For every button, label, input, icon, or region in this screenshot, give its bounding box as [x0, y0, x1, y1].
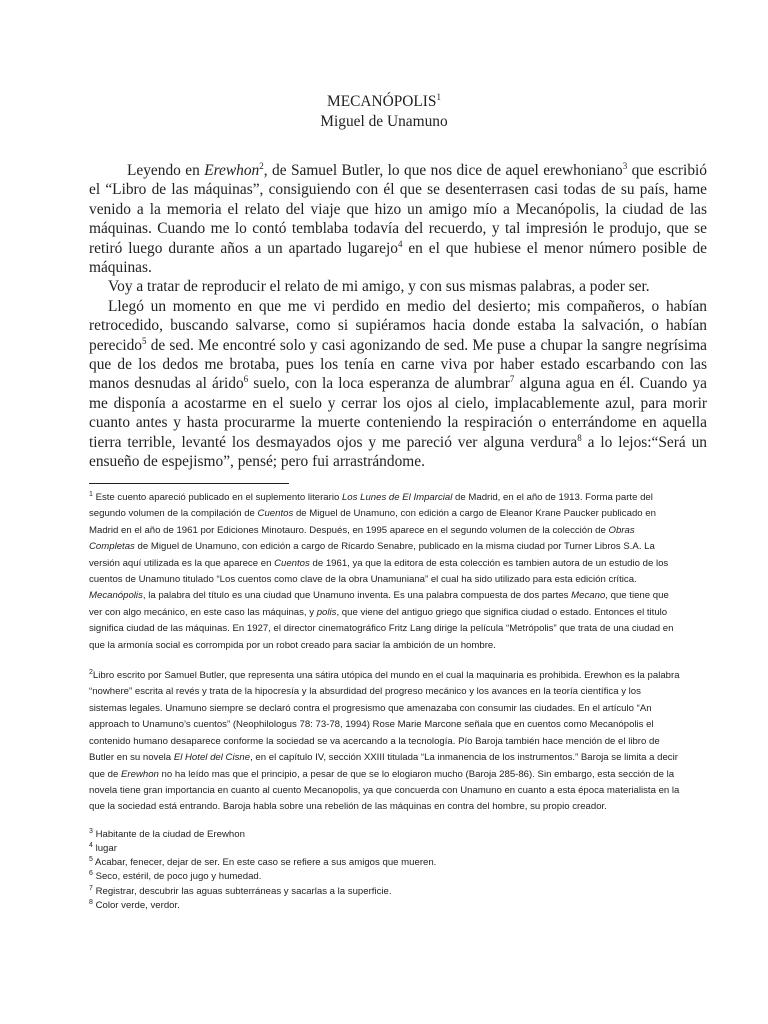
footnote-text: Registrar, descubrir las aguas subterráneas y sacarlas a la superficie.: [92, 885, 392, 897]
spacer: [89, 654, 681, 668]
footnote-number: 3: [89, 827, 93, 835]
text-run: , en el capítulo IV, sección XXIII titulada “La inmanencia de los instrumentos.” Baroja se limita a decir que de: [89, 752, 678, 780]
title-block: [0, 92, 768, 132]
italic-title: Erewhon: [121, 768, 159, 780]
footnote-ref[interactable]: 5: [141, 335, 147, 346]
text-run: de Madrid, en el año de 1913. Forma parte del segundo volumen de la compilación de: [89, 492, 653, 520]
text-run: alguna agua en él. Cuando ya me disponía a acostarme en el suelo y cerrar los ojos al cielo, implacablemente azul, para morir cuanto antes y hasta procurarme la muerte conteniendo la respiración o enterrándome en aquella tierra terrible, levanté los desmayados ojos y me pareció ver alguna verdura: [89, 375, 707, 451]
text-run: no ha leído mas que el principio, a pesar de que se lo elogiaron mucho (Baroja 285-86). Sin embargo, esta sección de la novela tiene gran importancia en cuanto al cuento Mecanopolis, ya que concuerda con Unamuno en cuanto a esta época materialista en la que la sociedad está entrando. Baroja habla sobre una rebelión de las máquinas en contra del hombre, su propio creador.: [89, 768, 680, 813]
text-run: de 1961, ya que la editora de esta colección es tambien autora de un estudio de los cuentos de Unamuno titulado “Los cuentos como clave de la obra Unamuniana” el cual ha sido utilizado para esta edición crítica.: [89, 557, 669, 586]
footnote-2: [89, 668, 681, 816]
paragraph-3: [89, 297, 707, 472]
footnote-ref[interactable]: 6: [243, 374, 249, 385]
footnote-6: [89, 870, 681, 884]
paragraph-1: [89, 161, 707, 277]
italic-title: Mecanópolis: [89, 590, 143, 602]
footnote-1: [89, 490, 681, 654]
author-name: Miguel de Unamuno: [320, 113, 448, 130]
text-run: a lo lejos:“Será un ensueño de espejismo”, pensé; pero fui arrastrándome.: [89, 433, 707, 471]
paragraph-2: Voy a tratar de reproducir el relato de mi amigo, y con sus mismas palabras, a poder ser.: [108, 278, 650, 296]
text-run: Este cuento apareció publicado en el suplemento literario: [92, 492, 342, 503]
footnote-7: [89, 885, 681, 899]
footnote-separator: [89, 483, 289, 484]
text-run: , que tiene que ver con algo mecánico, en este caso las máquinas, y: [89, 590, 669, 618]
text-run: que escribió el “Libro de las máquinas”, consiguiendo con él que se desenterrasen casi todas de su país, hame venido a la memoria el relato del viaje que hizo un amigo mío a Mecanópolis, la ciudad de las máquinas. Cuando me lo contó temblaba todavía del recuerdo, y tal impresión le produjo, que se retiró luego durante años a un apartado lugarejo: [89, 162, 707, 257]
footnote-number: 8: [89, 898, 93, 906]
italic-title: Obras Completas: [89, 524, 635, 553]
footnote-ref[interactable]: 2: [259, 160, 264, 171]
italic-title: El Hotel del Cisne: [173, 752, 251, 764]
footnote-number: 4: [89, 841, 93, 849]
footnote-text: Acabar, fenecer, dejar de ser. En este caso se refiere a sus amigos que mueren.: [92, 857, 437, 869]
italic-title: Erewhon: [204, 162, 260, 179]
footnote-3: [89, 828, 681, 842]
footnote-number: 1: [89, 490, 93, 498]
footnote-4: [89, 842, 681, 856]
footnote-ref[interactable]: 3: [622, 160, 628, 171]
footnote-ref[interactable]: 1: [436, 91, 441, 102]
italic-title: Cuentos: [257, 508, 294, 520]
italic-title: Los Lunes de El Imparcial: [341, 492, 453, 503]
footnote-5: [89, 856, 681, 870]
footnote-number: 6: [89, 870, 93, 878]
text-run: , que viene del antiguo griego que significa ciudad o estado. Entonces el titulo significa ciudad de las máquinas. En 1927, el director cinematográfico Fritz Lang dirige la película “Metrópolis” que trata de una ciudad en que la armonía social es corrompida por un robot creado para saciar la ambición de un hombre.: [89, 606, 674, 651]
italic-title: polis: [316, 606, 337, 618]
text-run: , de Samuel Butler, lo que nos dice de aquel erewhoniano: [263, 162, 623, 179]
text-run: de sed. Me encontré solo y casi agonizando de sed. Me puse a chupar la sangre negrísima que de los dedos me brotaba, pues los tenía en carne viva por haber estado escarbando con las manos desnudas al árido: [89, 336, 707, 393]
footnote-number: 2: [89, 668, 93, 676]
italic-title: Cuentos: [274, 557, 310, 569]
text-run: Leyendo en: [127, 162, 205, 179]
spacer: [89, 816, 681, 828]
text-run: suelo, con la loca esperanza de alumbrar: [248, 375, 510, 393]
text-run: en el que hubiese el menor número posible de máquinas.: [89, 239, 707, 277]
footnotes: [89, 490, 681, 913]
footnote-number: 5: [89, 855, 93, 863]
footnote-8: [89, 899, 681, 913]
text-run: , la palabra del título es una ciudad que Unamuno inventa. Es una palabra compuesta de dos partes: [142, 590, 572, 602]
italic-title: Mecano: [571, 590, 606, 602]
footnote-text: Seco, estéril, de poco jugo y humedad.: [92, 871, 262, 883]
text-run: de Miguel de Unamuno, con edición a cargo de Ricardo Senabre, publicado en la misma ciudad por Turner Libros S.A. La versión aquí utilizada es la que aparece en: [89, 541, 655, 569]
footnote-text: Habitante de la ciudad de Erewhon: [92, 828, 245, 840]
body-text: [89, 161, 707, 472]
text-run: Llegó un momento en que me vi perdido en medio del desierto; mis compañeros, o habían retrocedido, buscando salvarse, como si supiéramos hacia donde estaba la salvación, o habían perecido: [89, 297, 707, 354]
footnote-text: Color verde, verdor.: [92, 899, 180, 911]
footnote-number: 7: [89, 884, 93, 892]
footnote-ref[interactable]: 7: [509, 374, 515, 385]
short-footnotes: [89, 828, 681, 913]
text-run: Libro escrito por Samuel Butler, que representa una sátira utópica del mundo en el cual la maquinaria es prohibida. Erewhon es la palabra “nowhere” escrita al revés y trata de la hipocresía y la absurdidad del progreso mecánico y los avances en la teoría científica y los sistemas legales. Unamuno siempre se declaró contra el progresismo que amenazaba con consumir las ciudades. En el artículo “An approach to Unamuno’s cuentos” (Neophilologus 78: 73-78, 1994) Rose Marie Marcone señala que en cuentos como Mecanópolis el contenido humano desaparece conforme la sociedad se va acercando a la tecnología. Pío Baroja también hace mención de el libro de Butler en su novela: [89, 670, 680, 764]
footnote-ref[interactable]: 4: [397, 238, 403, 249]
page-title: [0, 92, 768, 112]
footnote-ref[interactable]: 8: [577, 432, 582, 443]
title-text: MECANÓPOLIS: [327, 93, 437, 110]
footnote-text: lugar: [92, 842, 117, 854]
text-run: de Miguel de Unamuno, con edición a cargo de Eleanor Krane Paucker publicado en Madrid en el año de 1961 por Ediciones Minotauro. Después, en 1995 aparece en el segundo volumen de la colección de: [89, 508, 656, 536]
